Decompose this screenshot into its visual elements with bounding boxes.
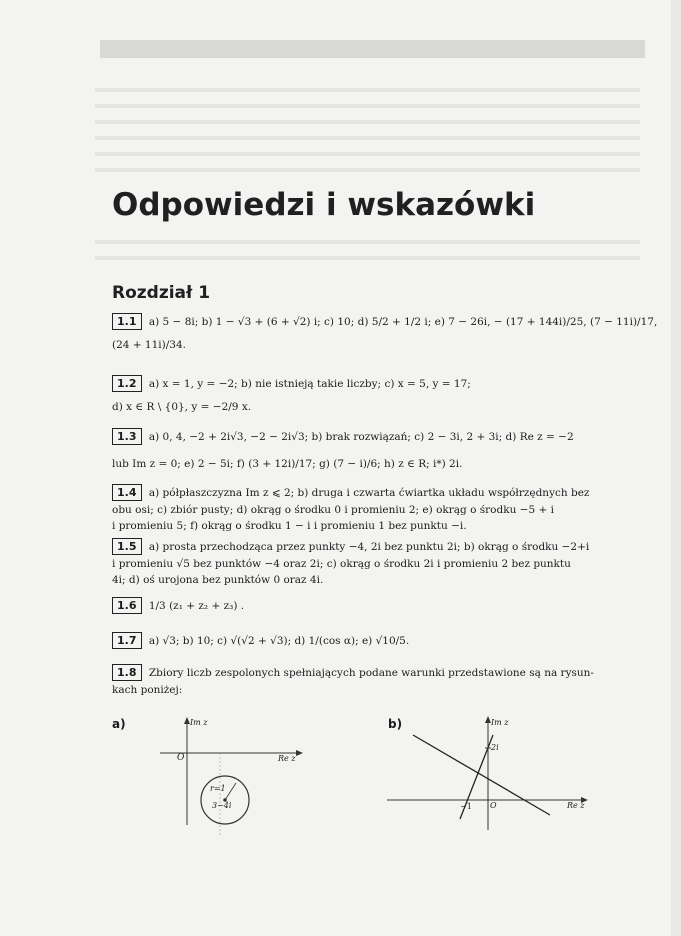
figure-b-re-label: Re z: [567, 801, 585, 810]
answer-number: 1.6: [112, 597, 142, 614]
answer-number: 1.1: [112, 313, 142, 330]
answer-1-1: 1.1 a) 5 − 8i; b) 1 − √3 + (6 + √2) i; c) 10; d) 5/2 + 1/2 i; e) 7 − 26i, − (17 + 144i)/25, (7 − 11i)/17, (24 + 11i)/34.: [112, 315, 658, 351]
bleed-through-line: [95, 104, 640, 108]
figure-a-center-label: 3−4i: [212, 801, 232, 810]
answer-number: 1.7: [112, 632, 142, 649]
figure-b-plot: [385, 715, 595, 840]
bleed-through-line: [95, 256, 640, 260]
figure-b-im-tick: 2i: [491, 743, 499, 752]
figure-b-re-tick: −1: [460, 802, 472, 811]
figure-a-radius-label: r=1: [210, 784, 226, 793]
answer-1-4: 1.4 a) półpłaszczyzna Im z ⩽ 2; b) druga i czwarta ćwiartka układu współrzędnych bez obu osi; c) zbiór pusty; d) okrąg o środku 0 i promieniu 2; e) okrąg o środku −5 + i i promieniu 5; f) okrąg o środku 1 − i i promieniu 1 bez punktu −i.: [112, 486, 590, 532]
answer-number: 1.4: [112, 484, 142, 501]
page-edge: [671, 0, 681, 936]
bleed-through-line: [95, 88, 640, 92]
figure-a-label: a): [112, 717, 126, 731]
answer-1-2: 1.2 a) x = 1, y = −2; b) nie istnieją takie liczby; c) x = 5, y = 17; d) x ∈ R \ {0}, y = −2/9 x.: [112, 377, 471, 413]
re-axis-arrow: [296, 750, 303, 756]
figure-a-re-label: Re z: [278, 754, 296, 763]
figure-b-origin: O: [490, 801, 497, 810]
figure-a-im-label: Im z: [190, 718, 208, 727]
answer-number: 1.2: [112, 375, 142, 392]
bleed-through-band: [100, 40, 645, 58]
figure-a: [150, 715, 310, 840]
chapter-title: Odpowiedzi i wskazówki: [112, 187, 536, 223]
figure-a-origin: O: [177, 753, 185, 763]
answer-1-5: 1.5 a) prosta przechodząca przez punkty −4, 2i bez punktu 2i; b) okrąg o środku −2+i i promieniu √5 bez punktów −4 oraz 2i; c) okrąg o środku 2i i promieniu 2 bez punktu 4i; d) oś urojona bez punktów 0 oraz 4i.: [112, 540, 590, 586]
answer-1-3: 1.3 a) 0, 4, −2 + 2i√3, −2 − 2i√3; b) brak rozwiązań; c) 2 − 3i, 2 + 3i; d) Re z = −2 lub Im z = 0; e) 2 − 5i; f) (3 + 12i)/17; g) (7 − i)/6; h) z ∈ R; i*) 2i.: [112, 430, 574, 470]
bleed-through-line: [95, 152, 640, 156]
bleed-through-line: [95, 120, 640, 124]
bleed-through-line: [95, 168, 640, 172]
bleed-through-line: [95, 240, 640, 244]
section-title: Rozdział 1: [112, 283, 211, 303]
figure-a-plot: [150, 715, 310, 840]
line-1: [413, 735, 550, 815]
figure-b: [385, 715, 595, 840]
figure-b-label: b): [388, 717, 403, 731]
answer-number: 1.3: [112, 428, 142, 445]
answer-1-7: 1.7 a) √3; b) 10; c) √(√2 + √3); d) 1/(cos α); e) √10/5.: [112, 632, 644, 649]
bleed-through-line: [95, 136, 640, 140]
figure-b-im-label: Im z: [491, 718, 509, 727]
answer-number: 1.8: [112, 664, 142, 681]
answer-1-8: 1.8 Zbiory liczb zespolonych spełniających podane warunki przedstawione są na rysun- kach poniżej:: [112, 666, 594, 696]
answer-number: 1.5: [112, 538, 142, 555]
radius-line: [225, 783, 236, 800]
answer-1-6: 1.6 1/3 (z₁ + z₂ + z₃) .: [112, 597, 644, 614]
